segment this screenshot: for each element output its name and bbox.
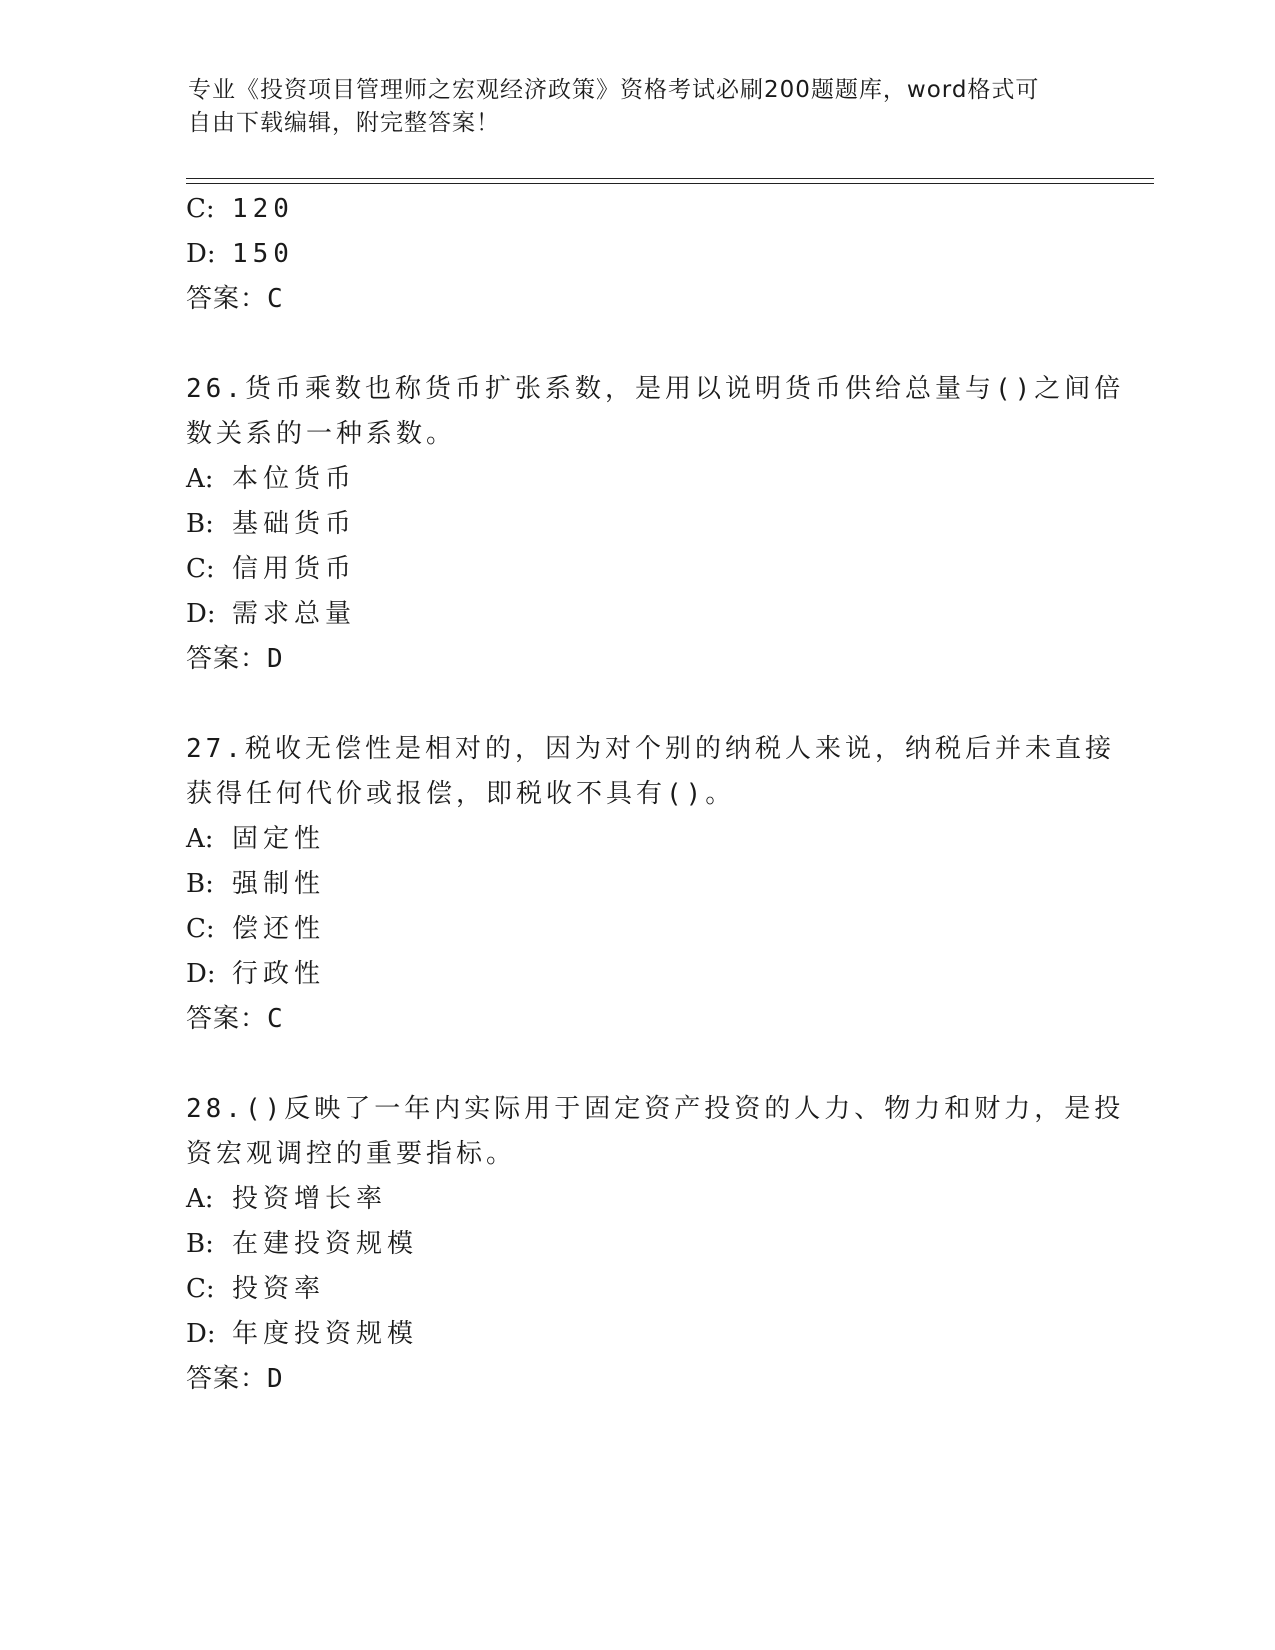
option-key: A: <box>186 464 214 494</box>
option-key: C: <box>186 1274 215 1304</box>
question-26-option-d <box>186 598 356 630</box>
option-text: 年度投资规模 <box>232 1319 419 1349</box>
question-27-option-d <box>186 958 325 990</box>
option-text: 信用货币 <box>232 554 357 584</box>
option-text: 投资率 <box>232 1274 326 1304</box>
question-26-line-2: 数关系的一种系数。 <box>186 419 457 449</box>
question-27-line-1: 27.税收无偿性是相对的，因为对个别的纳税人来说，纳税后并未直接 <box>186 734 1115 764</box>
option-key: B: <box>186 869 214 899</box>
question-28-option-c <box>186 1273 325 1305</box>
option-key: D: <box>186 599 216 629</box>
header-line-2: 自由下载编辑，附完整答案！ <box>188 110 500 136</box>
option-text: 本位货币 <box>232 464 357 494</box>
question-26-option-c <box>186 553 356 585</box>
option-text: 强制性 <box>232 869 326 899</box>
option-key: B: <box>186 1229 214 1259</box>
option-key: C: <box>186 194 215 224</box>
question-28-option-b <box>186 1228 418 1260</box>
option-key: A: <box>186 824 214 854</box>
page-header <box>188 74 1088 140</box>
option-text: 150 <box>232 239 294 269</box>
option-text: 需求总量 <box>232 599 357 629</box>
option-text: 固定性 <box>232 824 326 854</box>
prev-answer: 答案：C <box>186 284 284 314</box>
option-key: C: <box>186 554 215 584</box>
question-28-line-1: 28.()反映了一年内实际用于固定资产投资的人力、物力和财力，是投 <box>186 1094 1125 1124</box>
question-28-line-2: 资宏观调控的重要指标。 <box>186 1139 517 1169</box>
option-key: B: <box>186 509 214 539</box>
question-26-line-1: 26.货币乘数也称货币扩张系数，是用以说明货币供给总量与()之间倍 <box>186 374 1125 404</box>
question-26-answer: 答案：D <box>186 644 284 674</box>
option-text: 投资增长率 <box>232 1184 388 1214</box>
header-line-1: 专业《投资项目管理师之宏观经济政策》资格考试必刷200题题库，word格式可 <box>188 77 1040 103</box>
option-key: D: <box>186 1319 216 1349</box>
option-text: 偿还性 <box>232 914 326 944</box>
option-text: 在建投资规模 <box>232 1229 419 1259</box>
option-text: 行政性 <box>232 959 326 989</box>
question-27-answer: 答案：C <box>186 1004 284 1034</box>
question-28-option-d <box>186 1318 418 1350</box>
question-27-option-c <box>186 913 325 945</box>
prev-option-c <box>186 193 294 225</box>
option-text: 120 <box>232 194 294 224</box>
question-27-line-2: 获得任何代价或报偿，即税收不具有()。 <box>186 779 736 809</box>
prev-option-d <box>186 238 294 270</box>
header-divider-bottom <box>186 183 1154 184</box>
option-key: A: <box>186 1184 214 1214</box>
header-divider-top <box>186 178 1154 179</box>
question-27-option-a <box>186 823 325 855</box>
option-text: 基础货币 <box>232 509 357 539</box>
question-28-option-a <box>186 1183 387 1215</box>
question-27-option-b <box>186 868 325 900</box>
question-26-option-a <box>186 463 356 495</box>
option-key: D: <box>186 959 216 989</box>
question-26-option-b <box>186 508 356 540</box>
question-28-answer: 答案：D <box>186 1364 284 1394</box>
option-key: C: <box>186 914 215 944</box>
option-key: D: <box>186 239 216 269</box>
